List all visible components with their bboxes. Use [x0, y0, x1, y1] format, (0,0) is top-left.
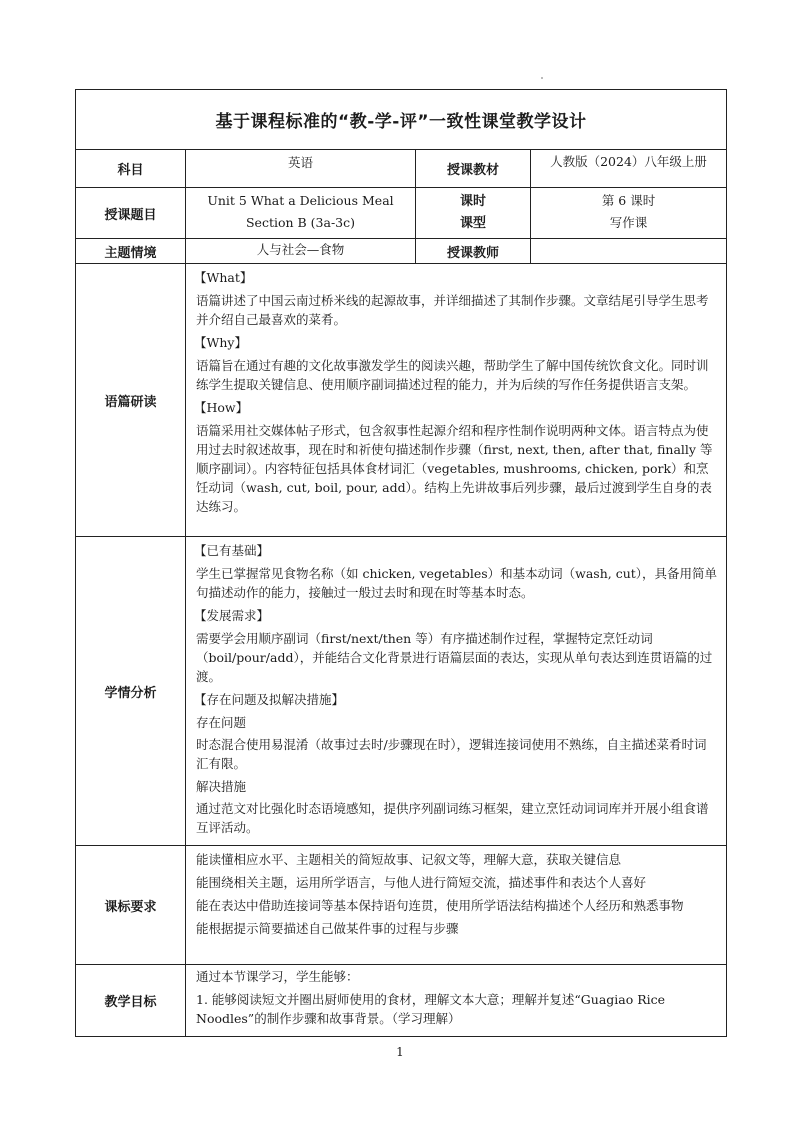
- document-title: 基于课程标准的“教-学-评”一致性课堂教学设计: [76, 90, 727, 150]
- why-text: 语篇旨在通过有趣的文化故事激发学生的阅读兴趣，帮助学生了解中国传统饮食文化。同时训练学生提取关键信息、使用顺序副词描述过程的能力，并为后续的写作任务提供语言支架。: [196, 358, 709, 392]
- objective-item-1: 1. 能够阅读短文并圈出厨师使用的食材，理解文本大意；理解并复述“Guagiao Rice Noodles”的制作步骤和故事背景。（学习理解）: [196, 992, 666, 1026]
- topic-line-2: Section B (3a-3c): [245, 215, 356, 230]
- solutions-subheading: 解决措施: [196, 779, 247, 794]
- theme-value: 人与社会—食物: [186, 239, 416, 264]
- how-tag: 【How】: [194, 400, 249, 415]
- type-label: 课型: [459, 216, 486, 231]
- what-text: 语篇讲述了中国云南过桥米线的起源故事，并详细描述了其制作步骤。文章结尾引导学生思考并介绍自己最喜欢的菜肴。: [196, 293, 709, 327]
- needs-text: 需要学会用顺序副词（first/next/then 等）有序描述制作过程，掌握特定烹饪动词（boil/pour/add），并能结合文化背景进行语篇层面的表达，实现从单句表达到连贯语篇的过渡。: [196, 631, 713, 684]
- topic-value: [186, 188, 416, 239]
- problems-tag: 【存在问题及拟解决措施】: [194, 692, 345, 707]
- why-tag: 【Why】: [194, 335, 247, 350]
- lesson-value: 第 6 课时: [601, 193, 656, 208]
- standards-label: 课标要求: [76, 846, 186, 965]
- subject-value: 英语: [186, 150, 416, 188]
- basis-text: 学生已掌握常见食物名称（如 chicken, vegetables）和基本动词（wash, cut），具备用简单句描述动作的能力，接触过一般过去时和现在时等基本时态。: [196, 566, 718, 600]
- needs-tag: 【发展需求】: [194, 608, 270, 623]
- lesson-label: 课时: [459, 194, 486, 209]
- teacher-value: [531, 239, 727, 264]
- learner-analysis-label: 学情分析: [76, 537, 186, 846]
- type-value: 写作课: [609, 215, 648, 230]
- standards-content: [186, 846, 727, 965]
- text-analysis-content: [186, 264, 727, 537]
- objectives-label: 教学目标: [76, 965, 186, 1037]
- standard-item: 能围绕相关主题，运用所学语言，与他人进行简短交流，描述事件和表达个人喜好: [196, 875, 647, 890]
- page-number: 1: [396, 1045, 404, 1059]
- standard-item: 能读懂相应水平、主题相关的简短故事、记叙文等，理解大意，获取关键信息: [196, 852, 622, 867]
- objectives-content: [186, 965, 727, 1037]
- lesson-plan-table: [75, 89, 727, 1037]
- learner-analysis-content: [186, 537, 727, 846]
- lesson-type-values: [531, 188, 727, 239]
- lesson-type-labels: [416, 188, 531, 239]
- basis-tag: 【已有基础】: [194, 543, 270, 558]
- material-value: 人教版（2024）八年级上册: [531, 150, 727, 188]
- text-analysis-label: 语篇研读: [76, 264, 186, 537]
- scan-mark: [541, 77, 543, 79]
- objectives-intro: 通过本节课学习，学生能够：: [196, 969, 359, 984]
- material-label: 授课教材: [416, 150, 531, 188]
- what-tag: 【What】: [194, 270, 253, 285]
- subject-label: 科目: [76, 150, 186, 188]
- theme-label: 主题情境: [76, 239, 186, 264]
- teacher-label: 授课教师: [416, 239, 531, 264]
- problems-text: 时态混合使用易混淆（故事过去时/步骤现在时），逻辑连接词使用不熟练，自主描述菜肴时词汇有限。: [196, 737, 707, 771]
- standard-item: 能根据提示简要描述自己做某件事的过程与步骤: [196, 921, 459, 936]
- problems-subheading: 存在问题: [196, 715, 247, 730]
- topic-line-1: Unit 5 What a Delicious Meal: [207, 193, 394, 208]
- standard-item: 能在表达中借助连接词等基本保持语句连贯，使用所学语法结构描述个人经历和熟悉事物: [196, 898, 684, 913]
- how-text: 语篇采用社交媒体帖子形式，包含叙事性起源介绍和程序性制作说明两种文体。语言特点为使用过去时叙述故事，现在时和祈使句描述制作步骤（first, next, then, after that, finally 等顺序副词）。内容特征包括具体食材词汇（vegetables, mushrooms, chicken, pork）和烹饪动词（wash, cut, boil, pour, add）。结构上先讲故事后列步骤，最后过渡到学生自身的表达练习。: [196, 423, 713, 514]
- topic-label: 授课题目: [76, 188, 186, 239]
- solutions-text: 通过范文对比强化时态语境感知，提供序列副词练习框架，建立烹饪动词词库并开展小组食谱互评活动。: [196, 801, 709, 835]
